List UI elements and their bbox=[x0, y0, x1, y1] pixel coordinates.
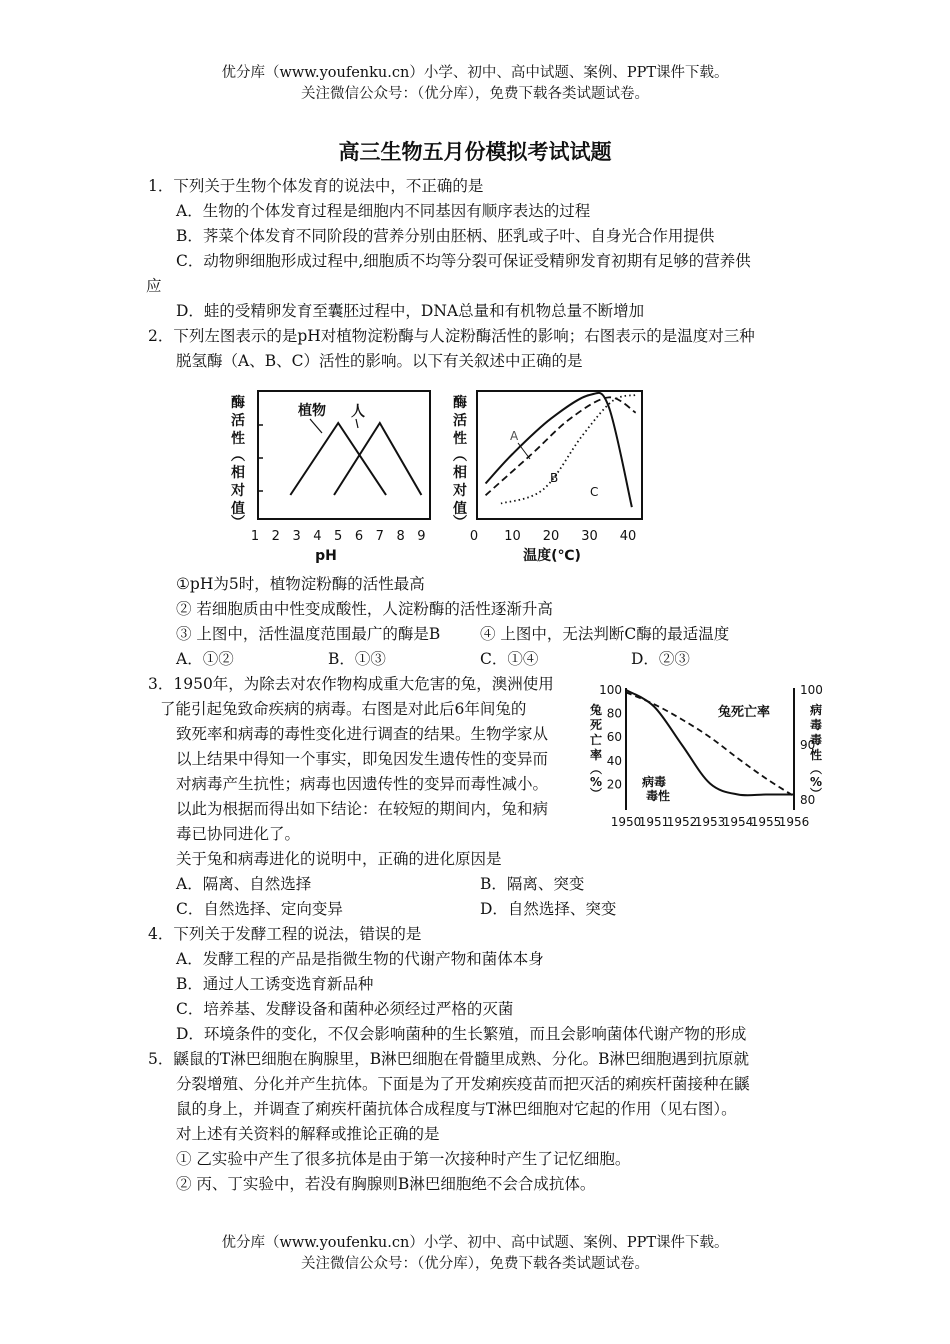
ph-x-tick: 3 bbox=[292, 529, 301, 544]
header-line-2: 关注微信公众号：（优分库），免费下载各类试题试卷。 bbox=[301, 86, 649, 102]
rv-left-tick: 20 bbox=[606, 777, 622, 792]
q2-stem: 2．下列左图表示的是pH对植物淀粉酶与人淀粉酶活性的影响；右图表示的是温度对三种 bbox=[148, 327, 755, 345]
q5-line-2: 分裂增殖、分化并产生抗体。下面是为了开发痢疾疫苗而把灭活的痢疾杆菌接种在鼷 bbox=[176, 1075, 750, 1093]
q3-line-2: 了能引起兔致命疾病的病毒。右图是对此后6年间兔的 bbox=[160, 700, 527, 718]
svg-text:酶: 酶 bbox=[453, 395, 467, 411]
svg-text:毒: 毒 bbox=[809, 733, 823, 747]
q4-option-d: D．环境条件的变化，不仅会影响菌种的生长繁殖，而且会影响菌体代谢产物的形成 bbox=[176, 1025, 747, 1043]
svg-text:相: 相 bbox=[453, 465, 467, 481]
svg-text:︵: ︵ bbox=[589, 762, 603, 776]
q3-line-6: 以此为根据而得出如下结论：在较短的期间内，兔和病 bbox=[176, 800, 549, 818]
svg-text:值: 值 bbox=[453, 501, 467, 517]
temp-x-axis-label: 温度(℃) bbox=[523, 548, 581, 564]
ph-enzyme-chart bbox=[226, 385, 440, 567]
ph-x-tick: 9 bbox=[417, 529, 426, 544]
q2-statement-1: ①pH为5时，植物淀粉酶的活性最高 bbox=[176, 575, 425, 593]
svg-text:率: 率 bbox=[589, 748, 603, 762]
q2-option-a: A．①② bbox=[176, 650, 234, 668]
q3-option-c: C．自然选择、定向变异 bbox=[176, 900, 343, 918]
rv-right-tick: 80 bbox=[800, 793, 816, 807]
svg-text:值: 值 bbox=[231, 501, 245, 517]
ph-x-tick: 1 bbox=[250, 529, 260, 544]
series-rabbit-label: 兔死亡率 bbox=[718, 705, 771, 720]
annotation-a: A bbox=[510, 429, 519, 443]
svg-text:︶: ︶ bbox=[231, 515, 245, 531]
svg-text:%: % bbox=[589, 775, 603, 789]
temp-x-tick: 30 bbox=[581, 529, 598, 544]
svg-text:对: 对 bbox=[231, 483, 245, 499]
annotation-c: C bbox=[590, 485, 599, 499]
ph-x-tick: 2 bbox=[271, 529, 280, 544]
q3-line-3: 致死率和病毒的毒性变化进行调查的结果。生物学家从 bbox=[176, 725, 549, 743]
q4-option-b: B．通过人工诱变选育新品种 bbox=[176, 975, 374, 993]
page-title: 高三生物五月份模拟考试试题 bbox=[338, 139, 612, 164]
q3-line-1: 3．1950年，为除去对农作物构成重大危害的兔，澳洲使用 bbox=[148, 675, 554, 693]
q1-option-c: C．动物卵细胞形成过程中,细胞质不均等分裂可保证受精卵发育初期有足够的营养供 bbox=[176, 252, 751, 270]
q2-option-c: C．①④ bbox=[480, 650, 539, 668]
temp-x-tick: 40 bbox=[619, 529, 637, 544]
temp-y-axis-label bbox=[452, 394, 467, 531]
q2-statement-4: ④ 上图中，无法判断C酶的最适温度 bbox=[480, 625, 730, 643]
left-axis-label bbox=[590, 702, 602, 801]
rv-x-tick: 1950 bbox=[610, 815, 642, 829]
svg-text:活: 活 bbox=[231, 413, 245, 429]
temp-x-tick: 0 bbox=[469, 529, 479, 544]
q5-line-3: 鼠的身上，并调查了痢疾杆菌抗体合成程度与T淋巴细胞对它起的作用（见右图）。 bbox=[176, 1100, 737, 1118]
series-a-curve bbox=[486, 393, 632, 507]
rv-x-tick: 1954 bbox=[722, 815, 754, 829]
rv-x-tick: 1951 bbox=[638, 815, 670, 829]
q5-statement-1: ① 乙实验中产生了很多抗体是由于第一次接种时产生了记忆细胞。 bbox=[176, 1150, 631, 1168]
rv-x-tick: 1953 bbox=[694, 815, 726, 829]
svg-text:︶: ︶ bbox=[453, 515, 467, 531]
series-human-label: 人 bbox=[351, 404, 365, 420]
svg-text:︶: ︶ bbox=[589, 787, 603, 801]
rv-left-tick: 40 bbox=[606, 753, 622, 768]
series-plant-curve bbox=[290, 423, 386, 495]
svg-text:性: 性 bbox=[453, 431, 467, 447]
q2-statement-2: ② 若细胞质由中性变成酸性，人淀粉酶的活性逐渐升高 bbox=[176, 600, 553, 618]
rabbit-virus-chart bbox=[588, 680, 824, 830]
q1-option-a: A．生物的个体发育过程是细胞内不同基因有顺序表达的过程 bbox=[176, 202, 591, 220]
q3-option-a: A．隔离、自然选择 bbox=[176, 875, 312, 893]
q3-line-8: 关于兔和病毒进化的说明中，正确的进化原因是 bbox=[176, 850, 502, 868]
q1-option-d: D．蛙的受精卵发育至囊胚过程中，DNA总量和有机物总量不断增加 bbox=[176, 302, 645, 320]
q5-line-4: 对上述有关资料的解释或推论正确的是 bbox=[176, 1125, 440, 1143]
q1-stem: 1．下列关于生物个体发育的说法中，不正确的是 bbox=[148, 177, 484, 195]
series-virus-label-2: 毒性 bbox=[646, 789, 671, 803]
rv-right-tick: 100 bbox=[800, 683, 823, 697]
q5-statement-2: ② 丙、丁实验中，若没有胸腺则B淋巴细胞绝不会合成抗体。 bbox=[176, 1175, 596, 1193]
q2-option-b: B．①③ bbox=[328, 650, 386, 668]
q3-line-5: 对病毒产生抗性；病毒也因遗传性的变异而毒性减小。 bbox=[176, 775, 549, 793]
ph-x-tick: 5 bbox=[334, 529, 343, 544]
svg-text:︵: ︵ bbox=[453, 448, 467, 464]
svg-text:性: 性 bbox=[809, 748, 823, 762]
ph-x-tick: 6 bbox=[354, 529, 364, 544]
svg-text:性: 性 bbox=[231, 431, 245, 447]
q1-option-b: B．荠菜个体发育不同阶段的营养分别由胚柄、胚乳或子叶、自身光合作用提供 bbox=[176, 227, 715, 245]
q3-line-7: 毒已协同进化了。 bbox=[176, 825, 301, 843]
q2-statement-3: ③ 上图中，活性温度范围最广的酶是B bbox=[176, 625, 441, 643]
svg-text:%: % bbox=[809, 775, 823, 789]
svg-text:︵: ︵ bbox=[809, 762, 823, 776]
q4-option-c: C．培养基、发酵设备和菌种必须经过严格的灭菌 bbox=[176, 1000, 514, 1018]
ph-y-axis-label bbox=[230, 394, 245, 531]
svg-text:病: 病 bbox=[809, 703, 823, 717]
series-c-curve bbox=[501, 395, 636, 504]
ph-x-axis-label: pH bbox=[315, 548, 337, 564]
temp-plot-frame bbox=[477, 391, 642, 519]
q3-line-4: 以上结果中得知一个事实，即兔因发生遗传性的变异而 bbox=[176, 750, 549, 768]
q4-stem: 4．下列关于发酵工程的说法，错误的是 bbox=[148, 925, 422, 943]
ph-x-tick: 7 bbox=[375, 529, 384, 544]
ph-x-tick: 8 bbox=[396, 529, 405, 544]
svg-text:酶: 酶 bbox=[231, 395, 245, 411]
temperature-enzyme-chart bbox=[446, 385, 660, 571]
rv-x-tick: 1955 bbox=[750, 815, 782, 829]
q4-option-a: A．发酵工程的产品是指微生物的代谢产物和菌体本身 bbox=[176, 950, 544, 968]
ph-plot-frame bbox=[258, 391, 430, 519]
footer-line-2: 关注微信公众号：（优分库），免费下载各类试题试卷。 bbox=[301, 1256, 649, 1272]
svg-text:亡: 亡 bbox=[589, 733, 603, 747]
rv-left-tick: 100 bbox=[599, 683, 622, 697]
svg-text:兔: 兔 bbox=[589, 703, 603, 717]
svg-text:毒: 毒 bbox=[809, 718, 823, 732]
footer-line-1: 优分库（www.youfenku.cn）小学、初中、高中试题、案例、PPT课件下载。 bbox=[221, 1235, 729, 1251]
svg-text:活: 活 bbox=[453, 413, 467, 429]
ph-x-tick: 4 bbox=[313, 529, 322, 544]
temp-x-tick: 20 bbox=[542, 529, 560, 544]
rv-left-tick: 60 bbox=[606, 730, 622, 745]
header-line-1: 优分库（www.youfenku.cn）小学、初中、高中试题、案例、PPT课件下载。 bbox=[221, 65, 729, 81]
q2-stem-cont: 脱氢酶（A、B、C）活性的影响。以下有关叙述中正确的是 bbox=[176, 352, 583, 370]
svg-text:对: 对 bbox=[453, 483, 467, 499]
rv-x-tick: 1952 bbox=[666, 815, 698, 829]
q5-line-1: 5．鼷鼠的T淋巴细胞在胸腺里，B淋巴细胞在骨髓里成熟、分化。B淋巴细胞遇到抗原就 bbox=[148, 1050, 749, 1068]
svg-text:︵: ︵ bbox=[231, 448, 245, 464]
q2-option-d: D．②③ bbox=[631, 650, 690, 668]
rv-left-tick: 80 bbox=[606, 706, 622, 721]
temp-x-tick: 10 bbox=[504, 529, 521, 544]
svg-text:死: 死 bbox=[589, 718, 603, 732]
rv-x-tick: 1956 bbox=[778, 815, 810, 829]
q1-option-c-cont: 应 bbox=[146, 277, 162, 295]
svg-text:︶: ︶ bbox=[809, 787, 823, 801]
series-plant-label: 植物 bbox=[298, 403, 326, 419]
annotation-b: B bbox=[550, 471, 559, 485]
rv-right-tick: 90 bbox=[800, 738, 816, 752]
q3-option-b: B．隔离、突变 bbox=[480, 875, 585, 893]
svg-text:相: 相 bbox=[231, 465, 245, 481]
q3-option-d: D．自然选择、突变 bbox=[480, 900, 617, 918]
series-virus-label-1: 病毒 bbox=[642, 775, 667, 789]
